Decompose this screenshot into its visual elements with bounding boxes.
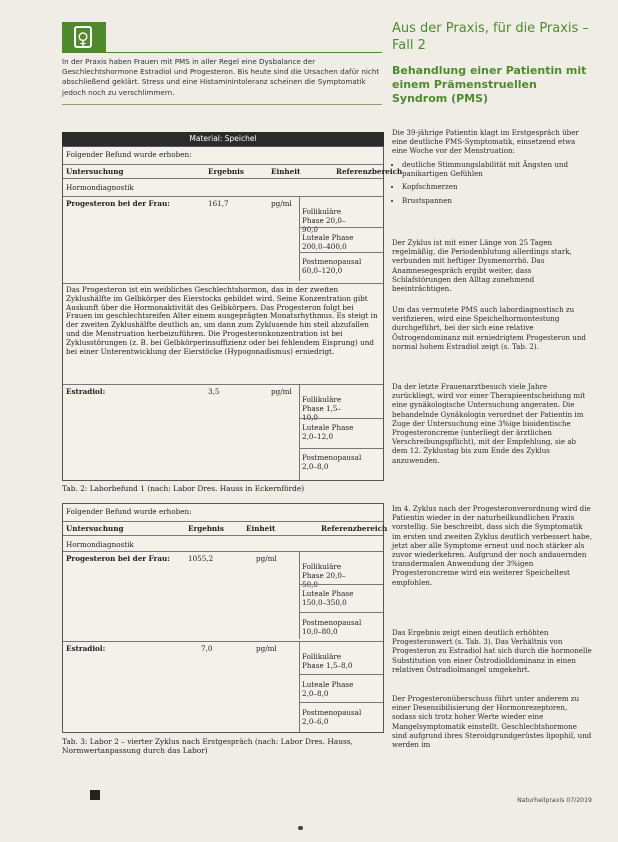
- article-subtitle: Behandlung einer Patientin mit einem Prämenstruellen Syndrom (PMS): [392, 64, 587, 105]
- divider: [299, 584, 383, 585]
- divider: [299, 252, 383, 253]
- test-value: 161,7: [208, 199, 229, 208]
- divider: [299, 612, 383, 613]
- test-value: 1055,2: [188, 554, 214, 563]
- test-value: 3,5: [208, 387, 220, 396]
- test-unit: pg/ml: [271, 199, 292, 208]
- paragraph: Das Ergebnis zeigt einen deutlich erhöhten Progesteronwert (s. Tab. 3). Das Verhältnis von Progesteron zu Estradiol hat sich durch die hormonelle Substitution von einer Östrodiolldominanz in einen relativen Östradiolmangel umgekehrt.: [392, 628, 592, 674]
- ref-range: Luteale Phase 150,0–350,0: [302, 589, 354, 607]
- section-row: [63, 535, 383, 551]
- test-name: Estradiol:: [66, 644, 106, 653]
- divider: [299, 196, 300, 281]
- section-row: [63, 178, 383, 194]
- symptom-list: [392, 160, 592, 209]
- ref-range: Postmenopausal 10,0–80,0: [302, 618, 362, 636]
- ref-range: Follikuläre Phase 1,5–10,0: [302, 395, 342, 422]
- col-header: Einheit: [246, 524, 276, 533]
- col-header: Untersuchung: [66, 167, 124, 176]
- table-note: Das Progesteron ist ein weibliches Geschlechtshormon, das in der zweiten Zyklushälfte im Gelbkörper des Eierstocks gebildet wird. Seine Konzentration gibt Auskunft über die Hormonaktivität des Gelbkörpers. Das Progesteron folgt bei Frauen im geschlechtsreifen Alter einem ausgeprägten Monatsrhythmus. Es steigt in der zweiten Zyklushälfte deutlich an, um dann zum Zyklusende hin steil abzufallen und die Menstruation herbeizuführen. Die Progesteronkonzentration ist bei Zyklusstörungen (z. B. bei Gelbkörperinsuffizienz oder bei fehlendem Eisprung) und bei einer Unterentwicklung der Eierstöcke (Hypogonadismus) erniedrigt.: [63, 283, 383, 358]
- paragraph: Da der letzte Frauenarztbesuch viele Jahre zurückliegt, wird vor einer Therapieentscheidung mit eine gynäkologische Untersuchung angeraten. Die behandelnde Gynäkologin verordnet der Patientin im Zuge der Untersuchung eine 3%ige bioidentische Progesteroncreme (unterliegt der ärztlichen Verschreibungspflicht), mit der Empfehlung, sie ab dem 12. Zyklustag bis zum Ende des Zyklus anzuwenden.: [392, 382, 586, 465]
- practice-icon: ♀: [74, 26, 92, 48]
- col-header: Untersuchung: [66, 524, 124, 533]
- table-found-text: Folgender Befund wurde erhoben:: [66, 150, 192, 159]
- col-header: Einheit: [271, 167, 301, 176]
- divider: [299, 418, 383, 419]
- ref-range: Luteale Phase 2,0–12,0: [302, 423, 354, 441]
- test-name: Progesteron bei der Frau:: [66, 554, 170, 563]
- divider: [299, 702, 383, 703]
- divider: [62, 104, 382, 105]
- paragraph: Um das vermutete PMS auch labordiagnostisch zu verifizieren, wird eine Speichelhormontestung durchgeführt, bei der sich eine relative Östrogendominanz mit erniedrigtem Progesteron und normal hohem Estradiol zeigt (s. Tab. 2).: [392, 305, 586, 351]
- ref-range: Follikuläre Phase 20,0–50,0: [302, 562, 346, 589]
- paragraph: Der Progesteronüberschuss führt unter anderem zu einer Desensibilisierung der Hormonrezeptoren, sodass sich trotz hoher Werte wieder eine Mangelsymptomatik einstellt. Geschlechtshormone sind aufgrund ihres Steroidgrundgerüstes lipophil, und werden im: [392, 694, 592, 750]
- paragraph: Die 39-jährige Patientin klagt im Erstgespräch über eine deutliche PMS-Symptomatik, einsetzend etwa eine Woche vor der Menstruation:: [392, 128, 579, 156]
- list-item: • Brustspannen: [402, 196, 592, 205]
- lab-table-1: [62, 146, 403, 481]
- page-marker: [90, 790, 100, 800]
- test-unit: pg/ml: [256, 554, 277, 563]
- ref-range: Follikuläre Phase 1,5–8,0: [302, 652, 353, 670]
- section-label: Hormondiagnostik: [66, 183, 134, 192]
- section-logo: [62, 22, 106, 52]
- table-caption: Tab. 2: Laborbefund 1 (nach: Labor Dres. Hauss in Eckernförde): [62, 484, 305, 493]
- divider: [299, 674, 383, 675]
- table1-heading: Material: Speichel: [62, 132, 384, 146]
- list-item: • Kopfschmerzen: [402, 182, 592, 191]
- col-header: Ergebnis: [208, 167, 244, 176]
- section-label: Hormondiagnostik: [66, 540, 134, 549]
- list-item: • deutliche Stimmungslabilität mit Ängsten und panikartigen Gefühlen: [402, 160, 592, 178]
- test-value: 7,0: [201, 644, 213, 653]
- test-name: Progesteron bei der Frau:: [66, 199, 170, 208]
- ref-range: Postmenopausal 2,0–8,0: [302, 453, 362, 471]
- table-header-row: [63, 164, 403, 178]
- intro-text: In der Praxis haben Frauen mit PMS in aller Regel eine Dysbalance der Geschlechtshormone Estradiol und Progesteron. Bis heute sind die Ursachen dafür nicht abschließend geklärt. Stress und eine Histaminintoleranz scheinen die Symptomatik jedoch noch zu verschlimmern.: [62, 57, 380, 97]
- paragraph: Der Zyklus ist mit einer Länge von 25 Tagen regelmäßig, die Periodenblutung allerdings stark, verbunden mit heftiger Dysmenorrhö. Das Anamnesegespräch ergibt weiter, dass Schlafstörungen den Alltag zunehmend beeinträchtigen.: [392, 238, 572, 294]
- table-caption: Tab. 3: Labor 2 – vierter Zyklus nach Erstgespräch (nach: Labor Dres. Hauss, Normwertanpassung durch das Labor): [62, 737, 353, 755]
- ref-range: Luteale Phase 200,0–400,0: [302, 233, 354, 251]
- test-unit: pg/ml: [256, 644, 277, 653]
- binding-mark: [298, 826, 303, 830]
- ref-range: Postmenopausal 60,0–120,0: [302, 257, 362, 275]
- ref-range: Postmenopausal 2,0–6,0: [302, 708, 362, 726]
- magazine-footer: Naturheilpraxis 07/2019: [517, 797, 592, 804]
- lab-table-2: [62, 503, 388, 733]
- col-header: Referenzbereich: [321, 524, 388, 533]
- divider: [299, 448, 383, 449]
- table-found-text: Folgender Befund wurde erhoben:: [66, 507, 192, 516]
- test-name: Estradiol:: [66, 387, 106, 396]
- paragraph: Im 4. Zyklus nach der Progesteronverordnung wird die Patientin wieder in der naturheilkundlichen Praxis vorstellig. Sie beschreibt, dass sich die Symptomatik im ersten und zweiten Zyklus deutlich verbessert habe, jetzt aber alle Symptome erneut und noch stärker als zuvor wiederkehren. Aufgrund der noch andauernden transdermalen Anwendung der 3%igen Progesteroncreme wird ein weiterer Speicheltest empfohlen.: [392, 504, 592, 587]
- table-header-row: [63, 521, 388, 535]
- article-title: Aus der Praxis, für die Praxis – Fall 2: [392, 21, 589, 53]
- col-header: Ergebnis: [188, 524, 224, 533]
- ref-range: Follikuläre Phase 20,0–90,0: [302, 207, 346, 234]
- divider: [299, 227, 383, 228]
- test-unit: pg/ml: [271, 387, 292, 396]
- divider: [62, 52, 382, 53]
- ref-range: Luteale Phase 2,0–8,0: [302, 680, 354, 698]
- col-header: Referenzbereich: [336, 167, 403, 176]
